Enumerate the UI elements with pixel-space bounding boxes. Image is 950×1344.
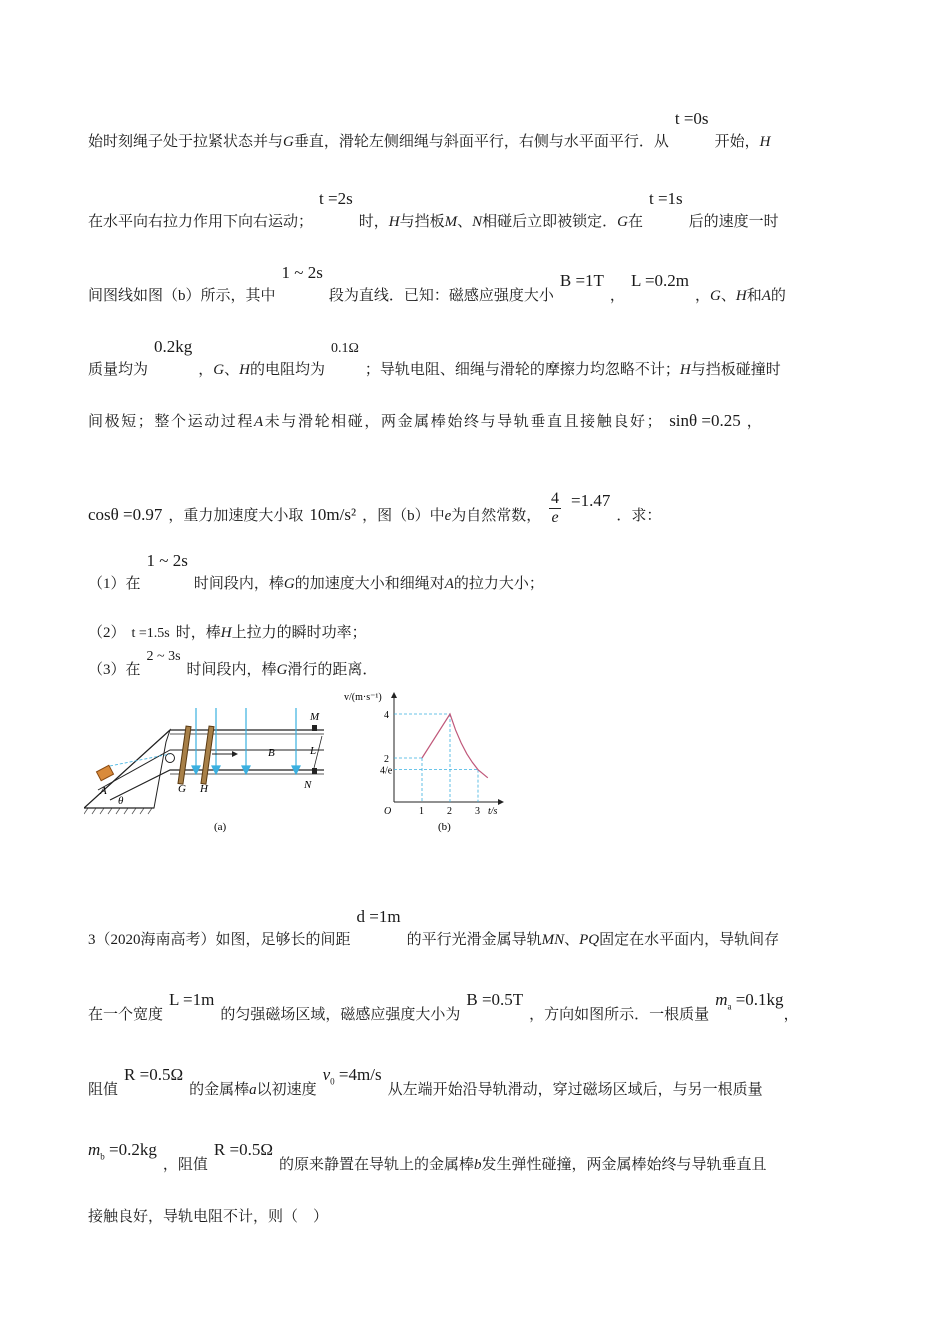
y-tick-2: 2	[384, 754, 389, 765]
stop-m	[312, 725, 317, 731]
problem3-line-1: 3（2020海南高考）如图，足够长的间距d =1m的平行光滑金属导轨MN、PQ固定在水平面内，导轨间存	[88, 907, 780, 948]
rope	[110, 754, 170, 766]
question-2: （2） t =1.5s 时，棒H上拉力的瞬时功率；	[88, 625, 367, 641]
ground-hatch	[84, 808, 152, 814]
problem3-line-5: 接触良好，导轨电阻不计，则（ ）	[88, 1209, 329, 1225]
label-a: A	[100, 785, 107, 797]
y-axis-label: v/(m·s⁻¹)	[344, 692, 382, 703]
caption-b: (b)	[438, 821, 451, 833]
rail-near	[110, 770, 324, 800]
text-line-6: cosθ =0.97 ，重力加速度大小取 10m/s² ，图（b）中e为自然常数， $\frac{4}{e}$ =1.47．求：	[88, 490, 662, 526]
text-line-1: 始时刻绳子处于拉紧状态并与G垂直，滑轮左侧细绳与斜面平行，右侧与水平面平行．从t =0s开始，H	[88, 109, 771, 150]
y-tick-4-over-e: 4/e	[380, 765, 393, 777]
y-axis-arrow	[391, 692, 397, 698]
rod-h	[201, 726, 214, 784]
problem3-line-3: 阻值R =0.5Ω的金属棒a以初速度$v_0 =4m/s$从左端开始沿导轨滑动，穿过磁场区域后，与另一根质量	[88, 1065, 763, 1098]
velocity-arrowhead	[232, 751, 238, 757]
label-h: H	[200, 783, 208, 795]
label-b: B	[268, 747, 275, 759]
x-axis-arrow	[498, 799, 504, 805]
origin-label: O	[384, 806, 392, 817]
y-tick-4: 4	[384, 710, 389, 721]
text-line-3: 间图线如图（b）所示，其中1 ~ 2s段为直线．已知：磁感应强度大小B =1T，L =0.2m，G、H和A的	[88, 263, 786, 304]
block-a	[96, 765, 113, 780]
label-m: M	[310, 711, 320, 723]
text-line-4: 质量均为0.2kg，G、H的电阻均为0.1Ω；导轨电阻、细绳与滑轮的摩擦力均忽略不计；H与挡板碰撞时	[88, 337, 781, 378]
figure-a	[84, 690, 344, 840]
stop-n	[312, 768, 317, 774]
label-theta: θ	[118, 795, 124, 807]
label-g: G	[178, 783, 186, 795]
question-1: （1）在1 ~ 2s时间段内，棒G的加速度大小和细绳对A的拉力大小；	[88, 551, 544, 592]
text-line-5: 间极短；整个运动过程A未与滑轮相碰，两金属棒始终与导轨垂直且接触良好； sinθ =0.25 ，	[88, 411, 764, 430]
question-3: （3）在2 ~ 3s时间段内，棒G滑行的距离．	[88, 649, 378, 678]
label-l: L	[310, 745, 317, 757]
x-tick-2: 2	[447, 806, 452, 817]
text-line-2: 在水平向右拉力作用下向右运动；t =2s时，H与挡板M、N相碰后立即被锁定．G在t =1s后的速度一时	[88, 189, 779, 230]
problem3-line-4: $m_b =0.2kg$，阻值R =0.5Ω的原来静置在导轨上的金属棒b发生弹性碰撞，两金属棒始终与导轨垂直且	[88, 1140, 767, 1173]
x-tick-3: 3	[475, 806, 480, 817]
x-tick-1: 1	[419, 806, 424, 817]
label-n: N	[304, 779, 312, 791]
x-axis-label: t/s	[488, 806, 498, 817]
series-line	[422, 714, 488, 778]
caption-a: (a)	[214, 821, 227, 833]
rod-g	[178, 726, 191, 784]
fraction-4-over-e: $\frac{4}{e}$	[551, 490, 560, 526]
chart-b	[338, 690, 508, 840]
problem3-line-2: 在一个宽度L =1m的匀强磁场区域，磁感应强度大小为B =0.5T，方向如图所示．一根质量$m_a =0.1kg$，	[88, 990, 799, 1023]
